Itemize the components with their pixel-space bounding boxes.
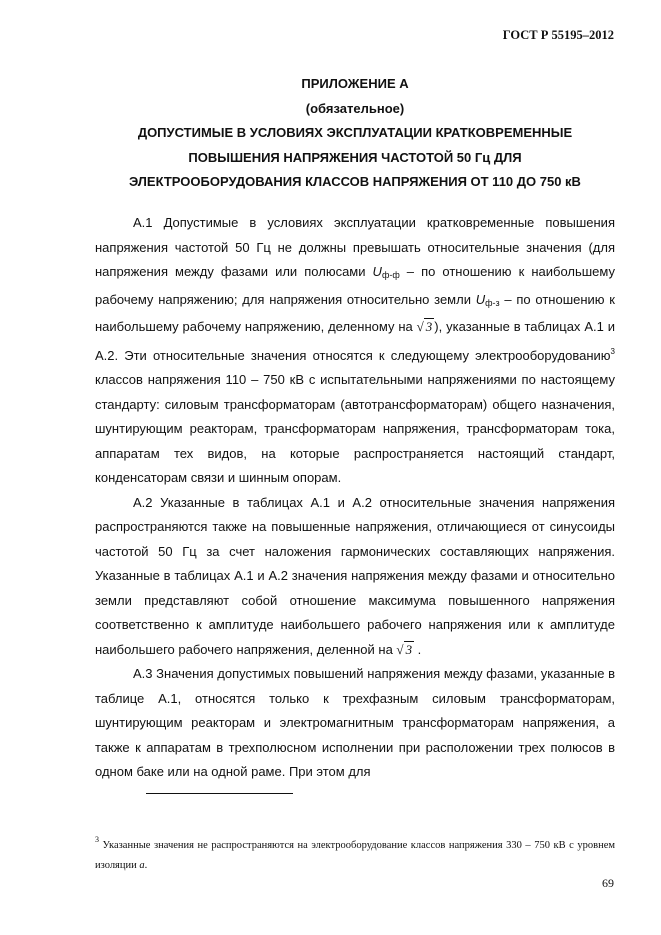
page-number: 69 — [602, 876, 614, 890]
paragraph-a1 — [95, 211, 615, 491]
sqrt-formula — [417, 318, 435, 334]
paragraph-a2 — [95, 491, 615, 663]
text-run: – по отношению к наибольшему рабочему напряжению, деленному на — [95, 291, 615, 334]
symbol-subscript: ф-ф — [381, 270, 400, 280]
text-run: ), указанные в таблицах А.1 и А.2. Эти относительные значения относятся к следующему электрооборудованию — [95, 319, 615, 363]
body-text — [95, 211, 615, 785]
text-run: А.3 Значения допустимых повышений напряжения между фазами, указанные в таблице А.1, относятся только к трехфазным силовым трансформаторам, шунтирующим реакторам и электромагнитным трансформаторам напряжения, а также к аппаратам в трехполюсном исполнении при расположении трех полюсов в одном баке или на одной раме. При этом для — [95, 666, 615, 779]
voltage-symbol — [373, 264, 400, 279]
symbol-letter: U — [372, 264, 382, 279]
footnote-text: Указанные значения не распространяются на электрооборудование классов напряжения 330 – 750 кВ с уровнем изоляции — [95, 840, 615, 871]
symbol-subscript: ф-з — [485, 297, 500, 308]
voltage-symbol — [476, 292, 500, 307]
appendix-status: (обязательное) — [305, 100, 405, 116]
sqrt-formula — [396, 641, 414, 657]
document-code: ГОСТ Р 55195–2012 — [502, 28, 614, 42]
text-run: А.2 Указанные в таблицах А.1 и А.2 относительные значения напряжения распространяются также на повышенные напряжения, отличающиеся от синусоиды частотой 50 Гц за счет наложения гармонических составляющих напряжения. Указанные в таблицах А.1 и А.2 значения напряжения между фазами и относительно земли представляют собой отношение максимума повышенного напряжения соответственно к амплитуде наибольшего рабочего напряжения или к амплитуде наибольшего рабочего напряжения, деленной на — [95, 494, 615, 657]
text-run: – по отношению к наибольшему рабочему напряжению; для напряжения относительно земли — [95, 264, 615, 307]
appendix-heading: ПРИЛОЖЕНИЕ А — [301, 76, 409, 91]
radical-sign: √ — [396, 641, 404, 657]
appendix-title-line: ПОВЫШЕНИЯ НАПРЯЖЕНИЯ ЧАСТОТОЙ 50 Гц ДЛЯ — [188, 149, 522, 165]
text-run: А.1 Допустимые в условиях эксплуатации кратковременные повышения напряжения частотой 50 Гц не должны превышать относительные значения (для напряжения между фазами или полюсами — [95, 215, 615, 279]
paragraph-a3 — [95, 662, 615, 785]
footnote-end: . — [144, 860, 148, 871]
appendix-title-line: ЭЛЕКТРООБОРУДОВАНИЯ КЛАССОВ НАПРЯЖЕНИЯ ОТ 110 ДО 750 кВ — [129, 174, 581, 189]
footnote-reference: 3 — [610, 346, 615, 356]
footnote — [95, 830, 615, 876]
appendix-title — [95, 72, 615, 195]
footnote-separator — [146, 793, 293, 794]
appendix-title-line: ДОПУСТИМЫЕ В УСЛОВИЯХ ЭКСПЛУАТАЦИИ КРАТКОВРЕМЕННЫЕ — [137, 125, 573, 140]
symbol-letter: U — [475, 291, 486, 307]
radicand: 3 — [405, 641, 413, 657]
insulation-level: а — [139, 860, 145, 871]
text-run: классов напряжения 110 – 750 кВ с испытательными напряжениями по настоящему стандарту: силовым трансформаторам (автотрансформаторам) общего назначения, шунтирующим реакторам, трансформаторам напряжения, трансформаторам тока, аппаратам тех видов, на которые распространяется настоящий стандарт, конденсаторам связи и шинным опорам. — [95, 372, 615, 485]
radicand: 3 — [425, 319, 433, 334]
radical-sign: √ — [416, 319, 424, 334]
footnote-marker: 3 — [95, 835, 99, 844]
text-run: . — [414, 641, 422, 657]
